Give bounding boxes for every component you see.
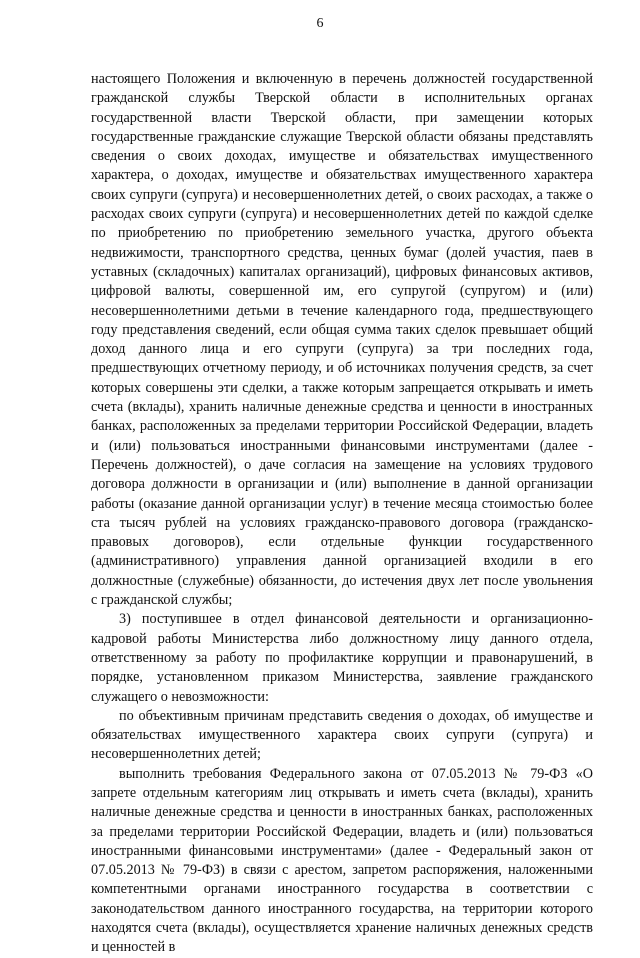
document-body: [91, 70, 593, 958]
page-number: 6: [316, 16, 324, 31]
paragraph-item-3: 3) поступившее в отдел финансовой деятельности и организационно-кадровой работы Министерства либо должностному лицу данного отдела, ответственному за работу по профилактике коррупции и правонарушений, в порядке, установленном приказом Министерства, заявление гражданского служащего о невозможности:: [91, 611, 593, 705]
paragraph-reason-declaration: по объективным причинам представить сведения о доходах, об имуществе и обязательствах имущественного характера своих супруги (супруга) и несовершеннолетних детей;: [91, 707, 593, 763]
paragraph-continuation: настоящего Положения и включенную в перечень должностей государственной гражданской службы Тверской области в исполнительных органах государственной власти Тверской области, при замещении которых государственные гражданские служащие Тверской области обязаны представлять сведения о своих доходах, имуществе и обязательствах имущественного характера, о доходах, имуществе и обязательствах имущественного характера своих супруги (супруга) и несовершеннолетних детей, о своих расходах, а также о расходах своих супруги (супруга) и несовершеннолетних детей по каждой сделке по приобретению по приобретению земельного участка, другого объекта недвижимости, транспортного средства, ценных бумаг (долей участия, паев в уставных (складочных) капиталах организаций), цифровых финансовых активов, цифровой валюты, совершенной им, его супругой (супругом) и (или) несовершеннолетними детьми в течение календарного года, предшествующего году представления сведений, если общая сумма таких сделок превышает общий доход данного лица и его супруги (супруга) за три последних года, предшествующих отчетному периоду, и об источниках получения средств, за счет которых совершены эти сделки, а также которым запрещается открывать и иметь счета (вклады), хранить наличные денежные средства и ценности в иностранных банках, расположенных за пределами территории Российской Федерации, владеть и (или) пользоваться иностранными финансовыми инструментами (далее - Перечень должностей), о даче согласия на замещение на условиях трудового договора должности в организации и (или) выполнение в данной организации работы (оказание данной организации услуг) в течение месяца стоимостью более ста тысяч рублей на условиях гражданско-правового договора (гражданско-правовых договоров), если отдельные функции государственного (административного) управления данной организацией входили в его должностные (служебные) обязанности, до истечения двух лет после увольнения с гражданской службы;: [91, 71, 593, 609]
paragraph-reason-federal-law: выполнить требования Федерального закона от 07.05.2013 № 79-ФЗ «О запрете отдельным категориям лиц открывать и иметь счета (вклады), хранить наличные денежные средства и ценности в иностранных банках, расположенных за пределами территории Российской Федерации, владеть и (или) пользоваться иностранными финансовыми инструментами» (далее - Федеральный закон от 07.05.2013 № 79-ФЗ) в связи с арестом, запретом распоряжения, наложенными компетентными органами иностранного государства в соответствии с законодательством данного иностранного государства, на территории которого находятся счета (вклады), осуществляется хранение наличных денежных средств и ценностей в: [91, 765, 593, 956]
